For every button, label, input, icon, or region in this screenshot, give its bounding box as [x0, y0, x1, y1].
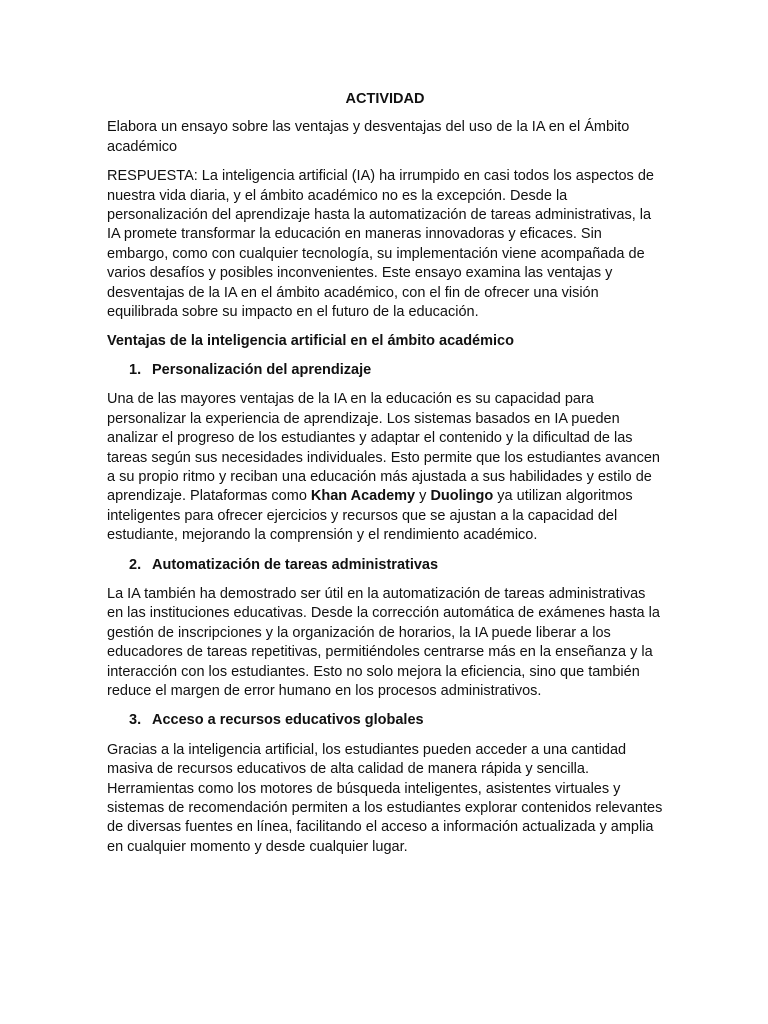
- item-body-text: y: [415, 488, 431, 505]
- item-body-text: ya utilizan algoritmos inteligentes para ofrecer ejercicios y recursos que se ajustan a la capacidad del estudiante, mejorando la comprensión y el rendimiento académico.: [107, 488, 633, 544]
- platform-name-khan-academy: Khan Academy: [310, 488, 416, 505]
- item-body-text: Una de las mayores ventajas de la IA en la educación es su capacidad para personalizar la experiencia de aprendizaje. Los sistemas basados en IA pueden analizar el progreso de los estudiantes y adaptar el contenido y la dificultad de las tareas según sus necesidades individuales. Esto permite que los estudiantes avancen a su propio ritmo y reciban una educación más ajustada a sus habilidades y estilo de aprendizaje. Plataformas como: [107, 391, 660, 505]
- document-title: ACTIVIDAD: [345, 91, 425, 107]
- item-number: 2.: [129, 556, 142, 573]
- item-body-2: La IA también ha demostrado ser útil en la automatización de tareas administrativas en las instituciones educativas. Desde la corrección automática de exámenes hasta la gestión de inscripciones y la organización de horarios, la IA puede liberar a los educadores de tareas repetitivas, permitiéndoles centrarse más en la enseñanza y la interacción con los estudiantes. Esto no solo mejora la eficiencia, sino que también reduce el margen de error humano en los procesos administrativos.: [107, 585, 660, 699]
- numbered-heading-2: [107, 556, 663, 575]
- essay-answer-intro: RESPUESTA: La inteligencia artificial (IA) ha irrumpido en casi todos los aspectos de nuestra vida diaria, y el ámbito académico no es la excepción. Desde la personalización del aprendizaje hasta la automatización de tareas administrativas, la IA promete transformar la educación en maneras innovadoras y eficaces. Sin embargo, como con cualquier tecnología, su implementación viene acompañada de varios desafíos y posibles inconvenientes. Este ensayo examina las ventajas y desventajas de la IA en el ámbito académico, con el fin de ofrecer una visión equilibrada sobre su impacto en el futuro de la educación.: [107, 168, 654, 321]
- item-number: 3.: [129, 712, 142, 729]
- item-heading: Acceso a recursos educativos globales: [152, 712, 424, 729]
- document-content: [107, 90, 663, 867]
- numbered-heading-3: [107, 711, 663, 730]
- item-heading: Automatización de tareas administrativas: [152, 556, 439, 573]
- item-body-3: Gracias a la inteligencia artificial, los estudiantes pueden acceder a una cantidad masiva de recursos educativos de alta calidad de manera rápida y sencilla. Herramientas como los motores de búsqueda inteligentes, asistentes virtuales y sistemas de recomendación permiten a los estudiantes explorar contenidos relevantes de diversas fuentes en línea, facilitando el acceso a información actualizada y amplia en cualquier momento y desde cualquier lugar.: [107, 741, 663, 855]
- item-body-1: [107, 390, 663, 545]
- item-number: 1.: [129, 361, 142, 378]
- section-heading-ventajas: Ventajas de la inteligencia artificial en el ámbito académico: [107, 333, 514, 350]
- platform-name-duolingo: Duolingo: [430, 488, 494, 505]
- item-heading: Personalización del aprendizaje: [152, 361, 372, 378]
- essay-prompt: Elabora un ensayo sobre las ventajas y desventajas del uso de la IA en el Ámbito académico: [107, 119, 630, 155]
- numbered-heading-1: [107, 361, 663, 380]
